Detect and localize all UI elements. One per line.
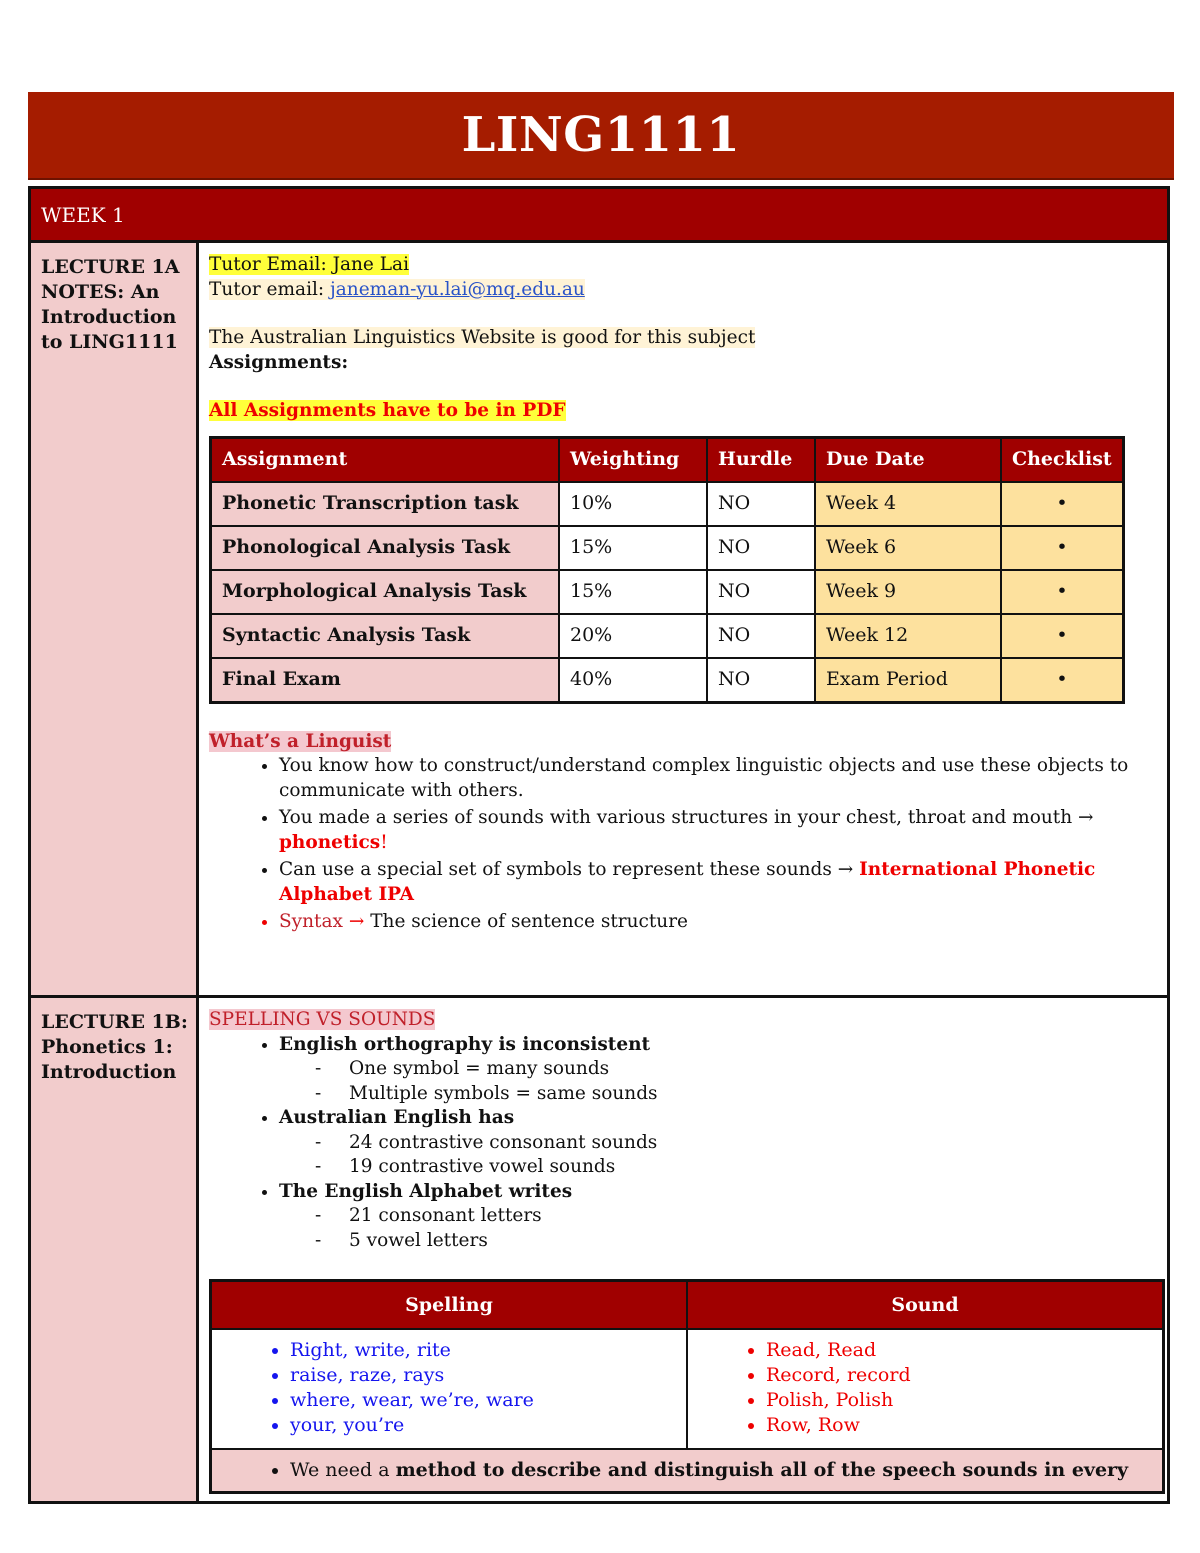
list-item: • Read, Read (766, 1338, 1162, 1363)
list-item: - One symbol = many sounds (315, 1057, 1159, 1082)
assignment-hurdle: NO (707, 482, 815, 526)
assignments-heading: Assignments: (209, 351, 349, 373)
list-item: • We need a method to describe and distinguish all of the speech sounds in every (290, 1458, 1162, 1483)
assignment-hurdle: NO (707, 570, 815, 614)
tutor-email-label: Tutor email: (209, 278, 331, 300)
table-row (211, 526, 1124, 570)
header-hurdle: Hurdle (707, 437, 815, 482)
checklist-bullet: • (1001, 570, 1124, 614)
assignment-due: Week 4 (815, 482, 1001, 526)
assignment-name: Final Exam (211, 658, 560, 703)
header-due-date: Due Date (815, 437, 1001, 482)
checklist-bullet: • (1001, 614, 1124, 658)
list-item: - 5 vowel letters (315, 1229, 1159, 1254)
list-item: - 21 consonant letters (315, 1204, 1159, 1229)
list-item: - 19 contrastive vowel sounds (315, 1155, 1159, 1180)
lecture-1b-label: LECTURE 1B: Phonetics 1: Introduction (31, 998, 199, 1504)
assignment-due: Week 9 (815, 570, 1001, 614)
assignment-name: Morphological Analysis Task (211, 570, 560, 614)
checklist-bullet: • (1001, 482, 1124, 526)
list-item: • Syntax → The science of sentence structure (279, 910, 1159, 935)
assignment-weight: 20% (559, 614, 707, 658)
list-item: • Right, write, rite (290, 1338, 686, 1363)
sound-cell (687, 1329, 1164, 1449)
list-item: • Australian English has - 24 contrastive consonant sounds - 19 contrastive vowel sounds (279, 1106, 1159, 1180)
assignment-weight: 40% (559, 658, 707, 703)
linguist-bullets (209, 754, 1159, 935)
method-note-cell (211, 1449, 1164, 1493)
tutor-email-link[interactable]: janeman-yu.lai@mq.edu.au (330, 278, 585, 300)
list-item: - 24 contrastive consonant sounds (315, 1131, 1159, 1156)
assignment-hurdle: NO (707, 658, 815, 703)
assignment-due: Week 6 (815, 526, 1001, 570)
lecture-1b-content (199, 998, 1167, 1504)
page-title: LING1111 (28, 92, 1174, 180)
assignment-name: Phonological Analysis Task (211, 526, 560, 570)
assignment-hurdle: NO (707, 526, 815, 570)
list-item: • The English Alphabet writes - 21 consonant letters - 5 vowel letters (279, 1180, 1159, 1254)
phonetics-bullets (209, 1033, 1159, 1254)
list-item: • Row, Row (766, 1413, 1162, 1438)
lecture-1a-content (199, 243, 1167, 998)
assignment-table (209, 436, 1125, 704)
assignment-name: Phonetic Transcription task (211, 482, 560, 526)
header-weighting: Weighting (559, 437, 707, 482)
pdf-note: All Assignments have to be in PDF (209, 400, 566, 421)
header-checklist: Checklist (1001, 437, 1124, 482)
list-item: • Record, record (766, 1363, 1162, 1388)
website-note: The Australian Linguistics Website is good for this subject (209, 327, 756, 348)
list-item: • Polish, Polish (766, 1388, 1162, 1413)
list-item: • your, you’re (290, 1413, 686, 1438)
assignment-due: Exam Period (815, 658, 1001, 703)
lecture-1a-label: LECTURE 1A NOTES: An Introduction to LING1111 (31, 243, 199, 998)
header-spelling: Spelling (211, 1281, 688, 1330)
list-item: • raise, raze, rays (290, 1363, 686, 1388)
notes-table (28, 186, 1170, 1504)
assignment-table-header (211, 437, 1124, 482)
table-row (211, 482, 1124, 526)
spelling-cell (211, 1329, 688, 1449)
table-row (211, 614, 1124, 658)
list-item: - Multiple symbols = same sounds (315, 1082, 1159, 1107)
tutor-name: Tutor Email: Jane Lai (209, 254, 409, 275)
assignment-weight: 15% (559, 570, 707, 614)
week-header: WEEK 1 (31, 189, 1167, 243)
assignment-weight: 10% (559, 482, 707, 526)
assignment-weight: 15% (559, 526, 707, 570)
assignment-due: Week 12 (815, 614, 1001, 658)
list-item: • Can use a special set of symbols to represent these sounds → International Phonetic Alphabet IPA (279, 858, 1159, 907)
header-sound: Sound (687, 1281, 1164, 1330)
linguist-heading: What’s a Linguist (209, 730, 392, 752)
phonetics-term: phonetics (279, 831, 381, 853)
ipa-term: International Phonetic Alphabet IPA (279, 859, 1096, 905)
syntax-term: Syntax (279, 911, 343, 932)
table-row (211, 570, 1124, 614)
spelling-sound-table (209, 1279, 1165, 1494)
header-assignment: Assignment (211, 437, 560, 482)
spelling-vs-sounds-heading: SPELLING VS SOUNDS (209, 1009, 436, 1030)
checklist-bullet: • (1001, 526, 1124, 570)
list-item: • English orthography is inconsistent - One symbol = many sounds - Multiple symbols = same sounds (279, 1033, 1159, 1107)
table-row (211, 658, 1124, 703)
list-item: • You know how to construct/understand complex linguistic objects and use these objects to communicate with others. (279, 754, 1159, 803)
list-item: • where, wear, we’re, ware (290, 1388, 686, 1413)
assignment-name: Syntactic Analysis Task (211, 614, 560, 658)
assignment-hurdle: NO (707, 614, 815, 658)
list-item: • You made a series of sounds with various structures in your chest, throat and mouth → phonetics! (279, 806, 1159, 855)
checklist-bullet: • (1001, 658, 1124, 703)
